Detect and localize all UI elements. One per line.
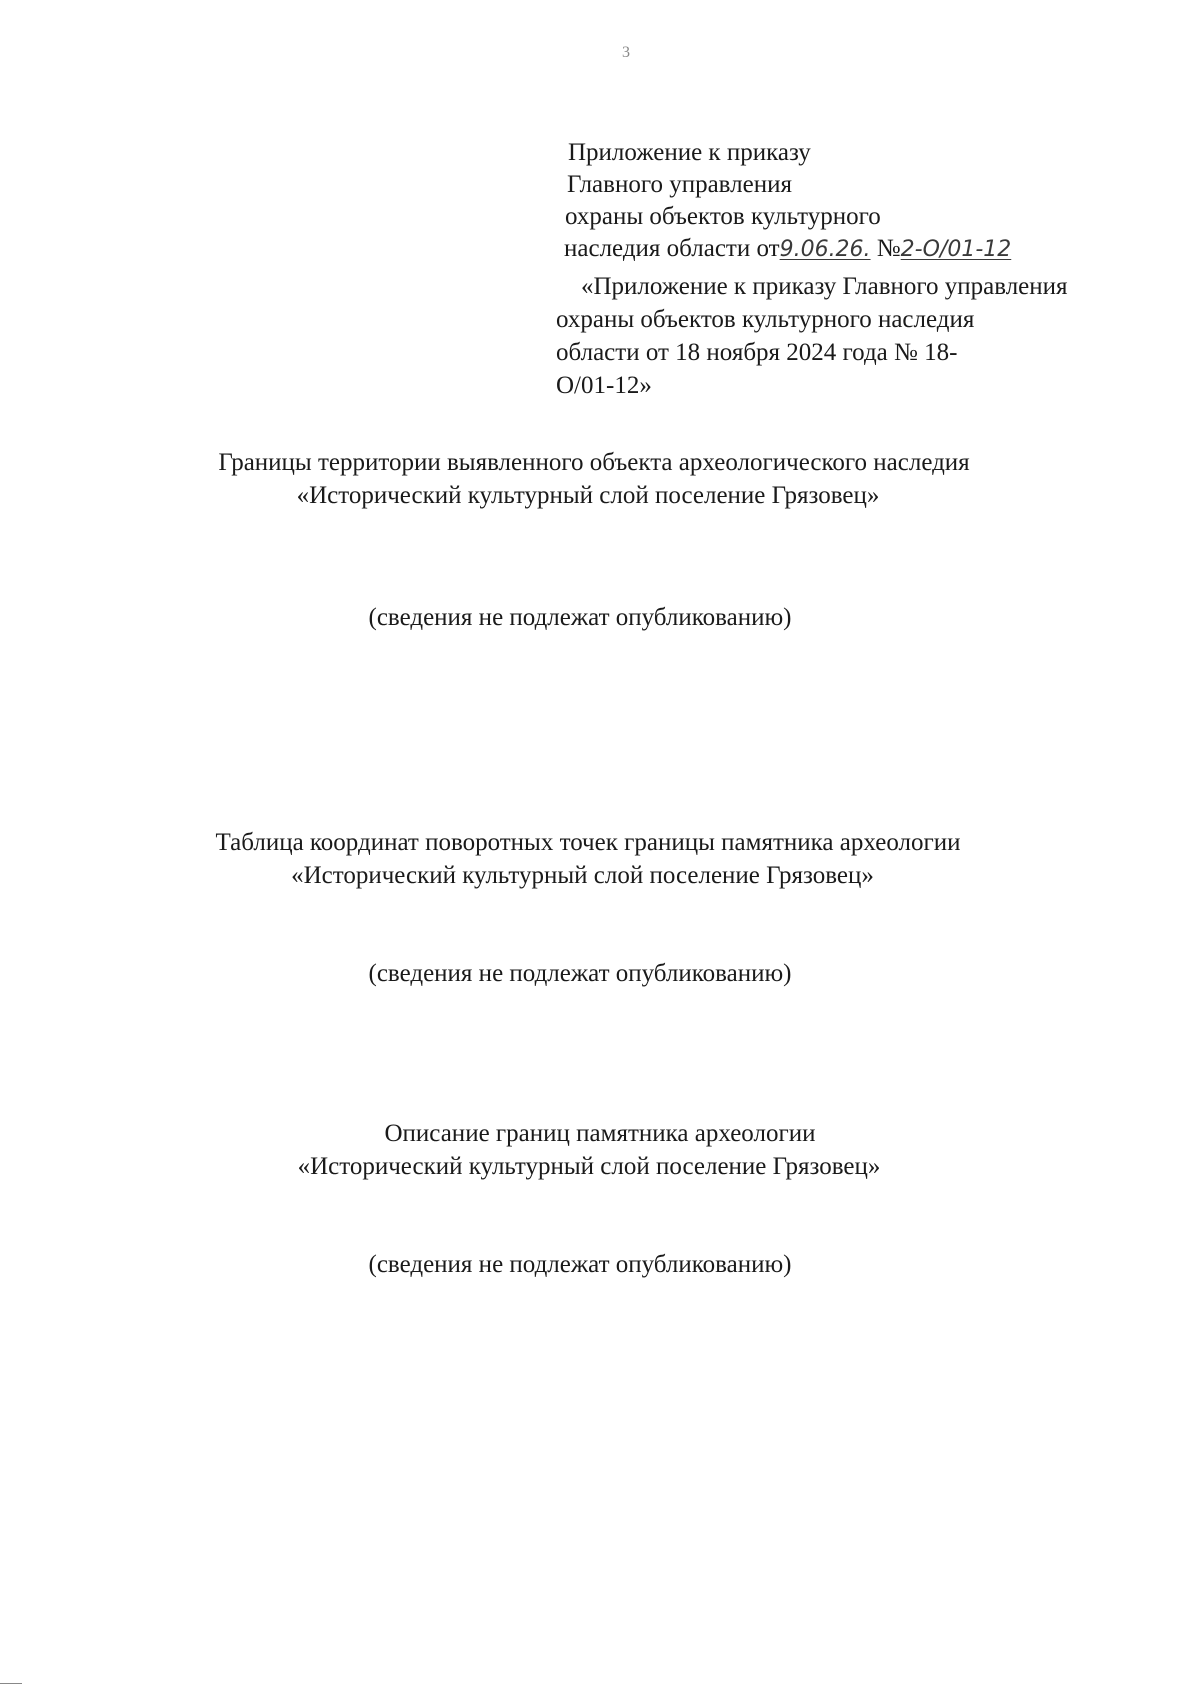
section-title-boundaries (0, 446, 1200, 512)
number-sign: № (876, 235, 901, 262)
quoted-appendix-line-1: «Приложение к приказу Главного управления (581, 273, 1068, 300)
appendix-line-2: Главного управления (567, 171, 792, 198)
appendix-line-3: охраны объектов культурного (565, 203, 881, 230)
scan-margin-mark (0, 1683, 22, 1684)
quoted-appendix-line-4: О/01-12» (556, 372, 652, 399)
section-title-line-2: «Исторический культурный слой поселение Грязовец» (291, 862, 874, 889)
notice-not-published: (сведения не подлежат опубликованию) (368, 604, 792, 631)
section-title-line-2: «Исторический культурный слой поселение Грязовец» (296, 482, 880, 509)
section-title-coordinates-table (0, 826, 1200, 892)
notice-not-published: (сведения не подлежат опубликованию) (368, 960, 792, 987)
section-title-line-1: Описание границ памятника археологии (384, 1120, 816, 1147)
appendix-line-1: Приложение к приказу (568, 139, 811, 166)
page-number: 3 (622, 44, 630, 61)
section-title-boundary-description (0, 1117, 1200, 1183)
quoted-appendix (556, 270, 1136, 402)
section-title-line-2: «Исторический культурный слой поселение Грязовец» (297, 1153, 881, 1180)
section-title-line-1: Таблица координат поворотных точек границы памятника археологии (215, 829, 961, 856)
quoted-appendix-line-3: области от 18 ноября 2024 года № 18- (556, 339, 958, 366)
appendix-line-4-prefix: наследия области от (564, 235, 780, 262)
notice-not-published: (сведения не подлежат опубликованию) (368, 1251, 792, 1278)
handwritten-order-number: 2-О/01-12 (900, 237, 1012, 262)
handwritten-date: 9.06.26. (779, 237, 871, 262)
appendix-line-4 (564, 233, 1011, 266)
section-title-line-1: Границы территории выявленного объекта археологического наследия (218, 449, 970, 476)
quoted-appendix-line-2: охраны объектов культурного наследия (556, 306, 975, 333)
